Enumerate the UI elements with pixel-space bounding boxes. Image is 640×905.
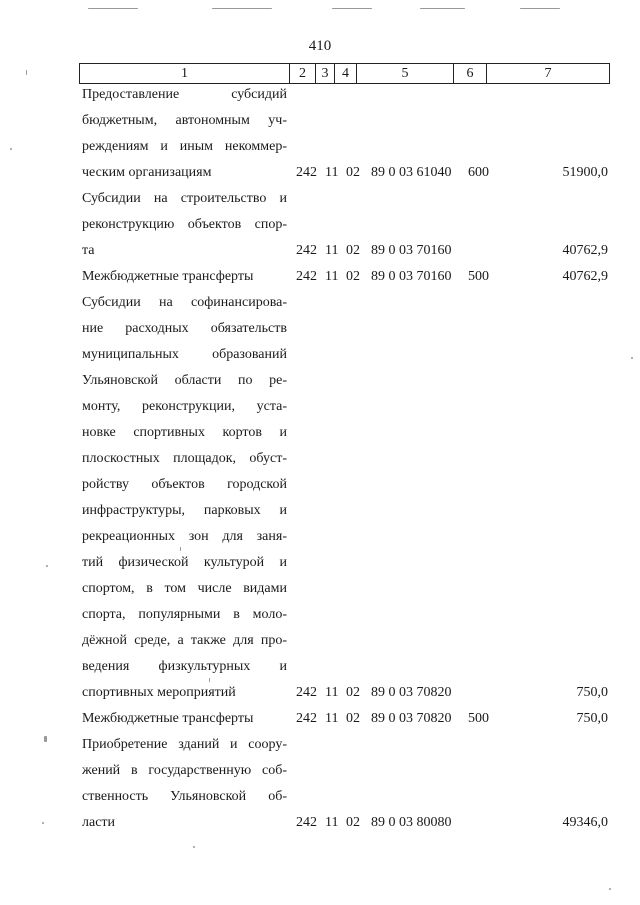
amount-cell: 750,0 — [576, 711, 608, 726]
column-header-3: 3 — [316, 64, 335, 84]
target-article-cell: 89 0 03 61040 — [371, 165, 452, 180]
subsection-cell: 02 — [346, 711, 360, 726]
section-cell: 11 — [325, 711, 339, 726]
description-line: инфраструктуры, парковых и — [82, 503, 287, 518]
description-line: бюджетным, автономным уч- — [82, 113, 287, 128]
row-description — [82, 82, 287, 186]
column-header-row — [80, 64, 610, 84]
target-article-cell: 89 0 03 70160 — [371, 269, 452, 284]
description-line: Предоставление субсидий — [82, 87, 287, 102]
page-number: 410 — [308, 38, 332, 54]
amount-cell: 40762,9 — [562, 243, 608, 258]
description-line: Межбюджетные трансферты — [82, 711, 254, 726]
amount-cell: 51900,0 — [562, 165, 608, 180]
description-line: тий физической культурой и — [82, 555, 287, 570]
target-article-cell: 89 0 03 70160 — [371, 243, 452, 258]
code-cell: 242 — [296, 269, 317, 284]
target-article-cell: 89 0 03 70820 — [371, 685, 452, 700]
description-line: Субсидии на строительство и — [82, 191, 287, 206]
section-cell: 11 — [325, 685, 339, 700]
description-line: Ульяновской области по ре- — [82, 373, 287, 388]
row-description — [82, 732, 287, 836]
amount-cell: 40762,9 — [562, 269, 608, 284]
column-header-4: 4 — [335, 64, 357, 84]
description-line: ласти — [82, 815, 116, 830]
description-line: ведения физкультурных и — [82, 659, 287, 674]
column-header-table — [79, 63, 610, 84]
description-line: спорта, популярными в моло- — [82, 607, 287, 622]
row-description — [82, 290, 287, 706]
description-line: ственность Ульяновской об- — [82, 789, 287, 804]
section-cell: 11 — [325, 243, 339, 258]
description-line: ройству объектов городской — [82, 477, 287, 492]
subsection-cell: 02 — [346, 165, 360, 180]
code-cell: 242 — [296, 243, 317, 258]
row-description — [82, 186, 287, 264]
subsection-cell: 02 — [346, 815, 360, 830]
row-description — [82, 706, 287, 732]
target-article-cell: 89 0 03 80080 — [371, 815, 452, 830]
description-line: муниципальных образований — [82, 347, 287, 362]
column-header-2: 2 — [290, 64, 316, 84]
description-line: рекреационных зон для заня- — [82, 529, 287, 544]
description-line: Субсидии на софинансирова- — [82, 295, 287, 310]
code-cell: 242 — [296, 815, 317, 830]
column-header-7: 7 — [487, 64, 610, 84]
row-description — [82, 264, 287, 290]
target-article-cell: 89 0 03 70820 — [371, 711, 452, 726]
section-cell: 11 — [325, 269, 339, 284]
description-line: реждениям и иным некоммер- — [82, 139, 287, 154]
section-cell: 11 — [325, 815, 339, 830]
column-header-6: 6 — [454, 64, 487, 84]
subsection-cell: 02 — [346, 243, 360, 258]
description-line: новке спортивных кортов и — [82, 425, 287, 440]
description-line: жений в государственную соб- — [82, 763, 287, 778]
expense-type-cell: 500 — [468, 269, 489, 284]
section-cell: 11 — [325, 165, 339, 180]
code-cell: 242 — [296, 165, 317, 180]
description-line: Приобретение зданий и соору- — [82, 737, 287, 752]
description-line: монту, реконструкции, уста- — [82, 399, 287, 414]
column-header-1: 1 — [80, 64, 290, 84]
description-line: реконструкцию объектов спор- — [82, 217, 287, 232]
expense-type-cell: 500 — [468, 711, 489, 726]
description-line: дёжной среде, а также для про- — [82, 633, 287, 648]
description-line: спортом, в том числе видами — [82, 581, 287, 596]
amount-cell: 49346,0 — [562, 815, 608, 830]
column-header-5: 5 — [357, 64, 454, 84]
code-cell: 242 — [296, 711, 317, 726]
description-line: спортивных мероприятий — [82, 685, 236, 700]
amount-cell: 750,0 — [576, 685, 608, 700]
expense-type-cell: 600 — [468, 165, 489, 180]
description-line: та — [82, 243, 95, 258]
description-line: Межбюджетные трансферты — [82, 269, 254, 284]
description-line: ние расходных обязательств — [82, 321, 287, 336]
description-line: плоскостных площадок, обуст- — [82, 451, 287, 466]
subsection-cell: 02 — [346, 269, 360, 284]
subsection-cell: 02 — [346, 685, 360, 700]
code-cell: 242 — [296, 685, 317, 700]
description-line: ческим организациям — [82, 165, 212, 180]
